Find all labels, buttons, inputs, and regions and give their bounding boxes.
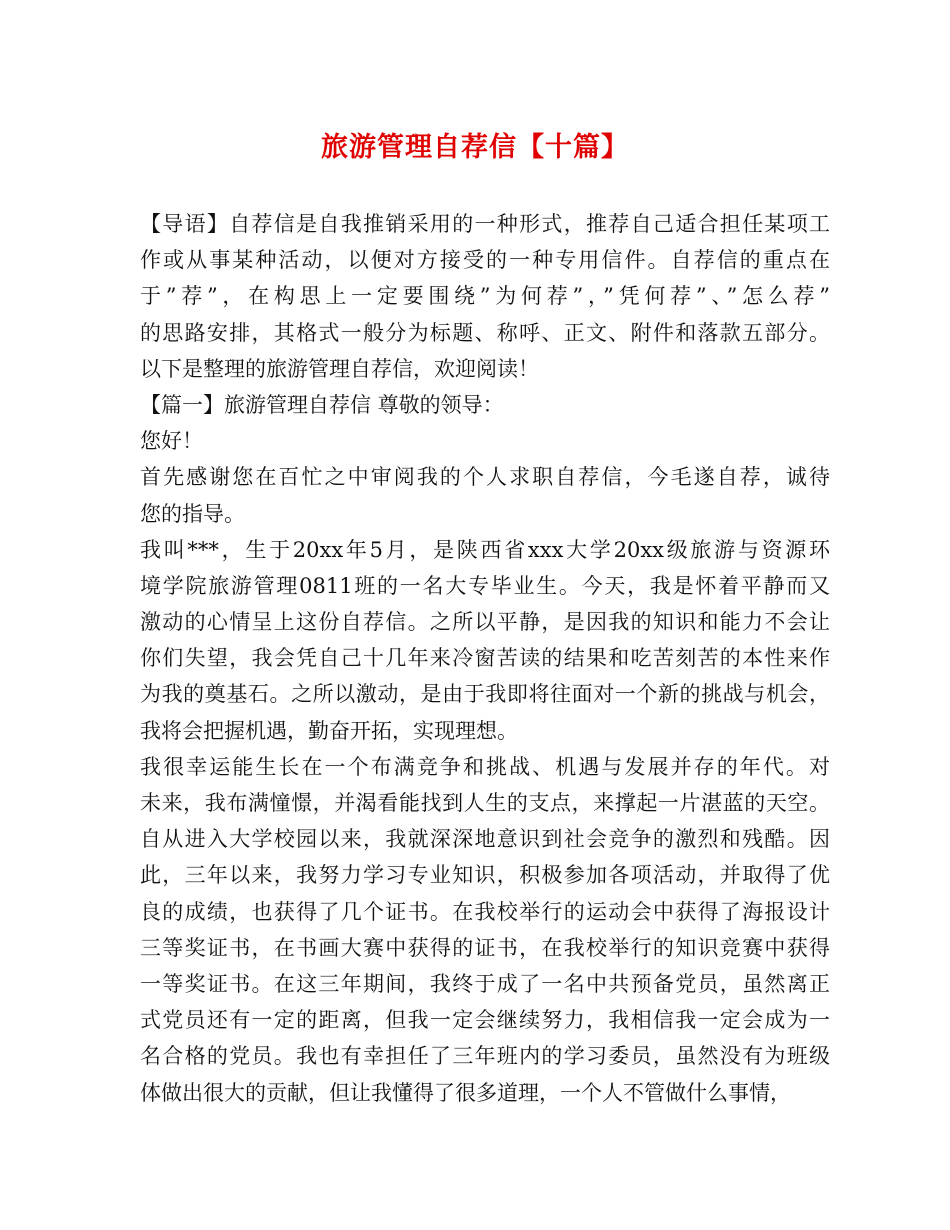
text-line: 激动的心情呈上这份自荐信。之所以平静，是因我的知识和能力不会让: [140, 610, 830, 635]
text-line: 首先感谢您在百忙之中审阅我的个人求职自荐信，今毛遂自荐，诚待: [140, 465, 830, 490]
text-line: 我叫***，生于20xx年5月，是陕西省xxx大学20xx级旅游与资源环: [140, 537, 830, 562]
text-line: 为我的奠基石。之所以激动，是由于我即将往面对一个新的挑战与机会，: [140, 682, 830, 707]
text-line: 境学院旅游管理0811班的一名大专毕业生。今天，我是怀着平静而又: [140, 573, 830, 598]
document-body: [140, 206, 830, 1111]
text-line: 一等奖证书。在这三年期间，我终于成了一名中共预备党员，虽然离正: [140, 971, 830, 996]
text-line: 我很幸运能生长在一个布满竞争和挑战、机遇与发展并存的年代。对: [140, 754, 830, 779]
text-line: 体做出很大的贡献，但让我懂得了很多道理，一个人不管做什么事情，: [140, 1080, 791, 1105]
text-line: 我将会把握机遇，勤奋开拓，实现理想。: [140, 718, 518, 743]
text-line: 您好！: [140, 429, 203, 454]
text-line: 自从进入大学校园以来，我就深深地意识到社会竞争的激烈和残酷。因: [140, 827, 830, 852]
text-line: 名合格的党员。我也有幸担任了三年班内的学习委员，虽然没有为班级: [140, 1044, 830, 1069]
text-line: 良的成绩，也获得了几个证书。在我校举行的运动会中获得了海报设计: [140, 899, 830, 924]
text-line: 三等奖证书，在书画大赛中获得的证书，在我校举行的知识竞赛中获得: [140, 935, 830, 960]
text-line: 以下是整理的旅游管理自荐信，欢迎阅读！: [140, 356, 539, 381]
text-line: 此，三年以来，我努力学习专业知识，积极参加各项活动，并取得了优: [140, 863, 830, 888]
text-line: 于”荐”，在构思上一定要围绕”为何荐”，”凭何荐”、”怎么荐”: [140, 284, 830, 309]
text-line: 【篇一】旅游管理自荐信 尊敬的领导：: [140, 392, 504, 417]
text-line: 作或从事某种活动，以便对方接受的一种专用信件。自荐信的重点在: [140, 248, 830, 273]
text-line: 你们失望，我会凭自己十几年来冷窗苦读的结果和吃苦刻苦的本性来作: [140, 646, 830, 671]
text-line: 式党员还有一定的距离，但我一定会继续努力，我相信我一定会成为一: [140, 1008, 830, 1033]
text-line: 未来，我布满憧憬，并渴看能找到人生的支点，来撑起一片湛蓝的天空。: [140, 791, 830, 815]
document-title: 旅游管理自荐信【十篇】: [321, 132, 629, 163]
text-line: 的思路安排，其格式一般分为标题、称呼、正文、附件和落款五部分。: [140, 320, 830, 345]
text-line: 【导语】自荐信是自我推销采用的一种形式，推荐自己适合担任某项工: [140, 212, 830, 236]
text-line: 您的指导。: [140, 501, 245, 526]
